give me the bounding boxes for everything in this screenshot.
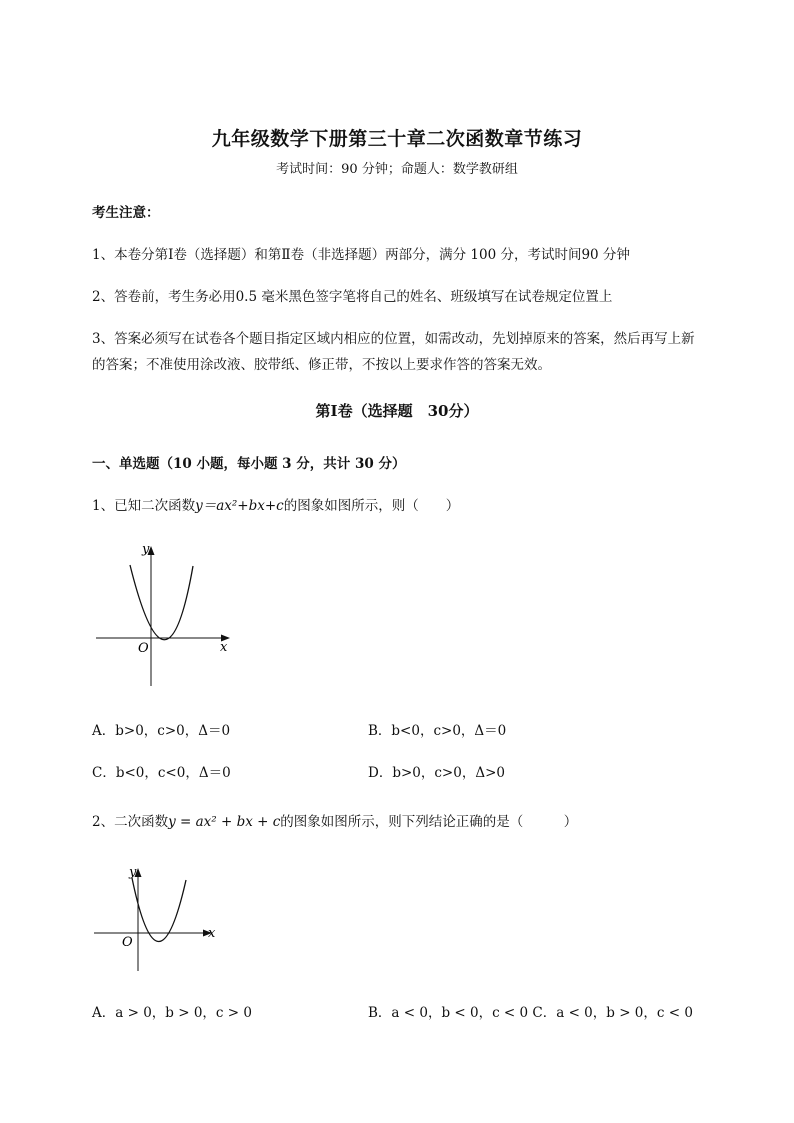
y-axis-label: y bbox=[129, 865, 137, 880]
parabola-curve bbox=[132, 878, 186, 942]
y-axis-label: y bbox=[142, 542, 150, 557]
question-1-option-a: A．b>0，c>0，Δ＝0 bbox=[92, 723, 231, 739]
question-1 bbox=[92, 494, 459, 514]
notice-item-1: 1、本卷分第Ⅰ卷（选择题）和第Ⅱ卷（非选择题）两部分，满分 100 分，考试时间90 分钟 bbox=[92, 247, 630, 263]
question-1-option-b: B．b<0，c>0，Δ＝0 bbox=[368, 723, 507, 739]
notice-item-3-line-1: 3、答案必须写在试卷各个题目指定区域内相应的位置，如需改动，先划掉原来的答案，然后再写上新 bbox=[92, 331, 695, 347]
x-axis-label: x bbox=[208, 926, 216, 941]
question-1-option-c: C．b<0，c<0，Δ＝0 bbox=[92, 765, 231, 781]
section-title: 第Ⅰ卷（选择题 30分） bbox=[315, 402, 479, 420]
part-heading: 一、单选题（10 小题，每小题 3 分，共计 30 分） bbox=[92, 456, 406, 472]
notice-heading: 考生注意： bbox=[92, 205, 160, 221]
origin-label: O bbox=[122, 935, 133, 950]
x-axis-label: x bbox=[220, 640, 228, 655]
question-1-formula: y＝ax²+bx+c bbox=[195, 498, 284, 514]
question-2-prefix: 2、二次函数 bbox=[92, 814, 169, 830]
question-1-option-d: D．b>0，c>0，Δ>0 bbox=[368, 765, 505, 781]
question-1-prefix: 1、已知二次函数 bbox=[92, 498, 196, 514]
question-1-graph bbox=[92, 536, 237, 691]
parabola-curve bbox=[130, 565, 193, 640]
question-2-option-b-c: B．a < 0，b < 0，c < 0 C．a < 0，b > 0，c < 0 bbox=[368, 1005, 693, 1021]
question-2-suffix: 的图象如图所示，则下列结论正确的是（ ） bbox=[280, 814, 578, 830]
question-2 bbox=[92, 810, 577, 830]
question-2-formula: y = ax² + bx + c bbox=[168, 814, 281, 830]
notice-item-3-line-2: 的答案；不准使用涂改液、胶带纸、修正带，不按以上要求作答的答案无效。 bbox=[92, 357, 551, 373]
document-title: 九年级数学下册第三十章二次函数章节练习 bbox=[211, 128, 583, 150]
notice-item-2: 2、答卷前，考生务必用0.5 毫米黑色签字笔将自己的姓名、班级填写在试卷规定位置上 bbox=[92, 289, 613, 305]
question-2-option-a: A．a > 0，b > 0，c > 0 bbox=[92, 1005, 252, 1021]
origin-label: O bbox=[138, 641, 149, 656]
question-2-graph bbox=[92, 856, 222, 976]
exam-info: 考试时间：90 分钟；命题人：数学教研组 bbox=[276, 162, 518, 177]
question-1-suffix: 的图象如图所示，则（ ） bbox=[283, 498, 460, 514]
